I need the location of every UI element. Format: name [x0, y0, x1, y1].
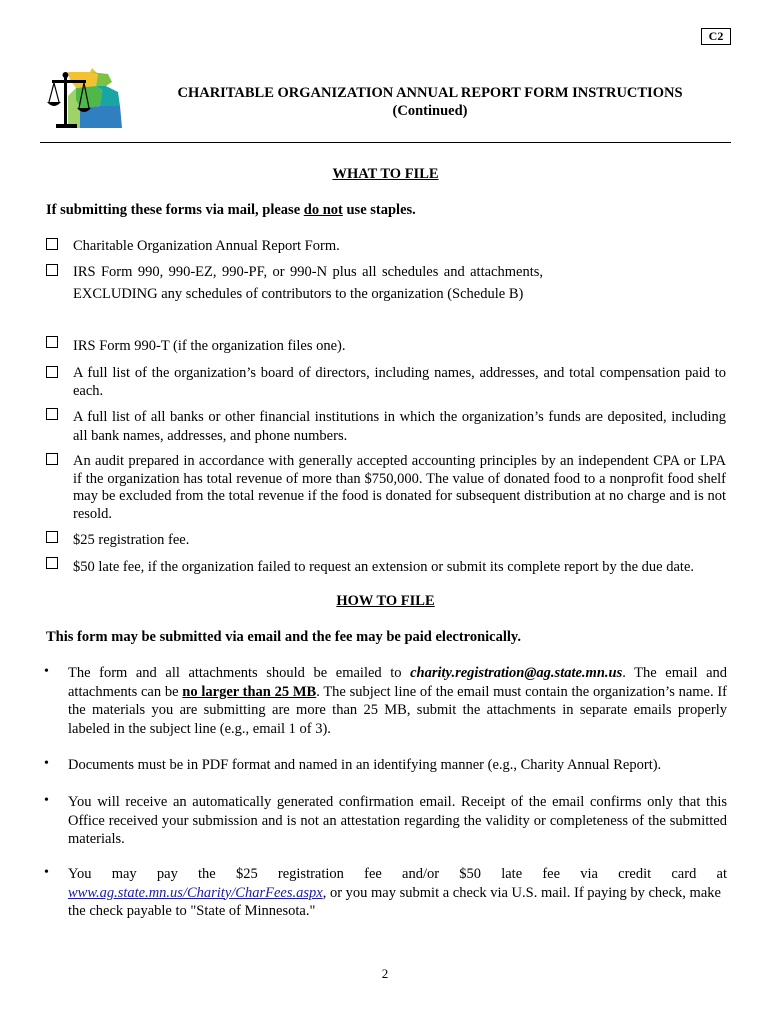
email-address[interactable]: charity.registration@ag.state.mn.us: [410, 665, 623, 681]
lead-pre: If submitting these forms via mail, please: [46, 202, 304, 218]
checkbox-annual-report-icon[interactable]: [46, 238, 58, 250]
bullet-dot-icon: •: [44, 756, 49, 771]
b1-mid: . The email and attachments can be: [68, 665, 727, 700]
minnesota-scales-logo-icon: [46, 66, 124, 130]
header-divider: [40, 142, 731, 143]
what-to-file-heading: WHAT TO FILE: [332, 166, 439, 182]
lead-emphasis: do not: [303, 202, 343, 218]
page-title: [140, 84, 720, 120]
bullet-dot-icon: •: [44, 865, 49, 880]
how-to-file-bullet-pdf: Documents must be in PDF format and named in an identifying manner (e.g., Charity Annual Report).: [68, 757, 662, 773]
b4-post: , or you may submit a check via U.S. mail. If paying by check, make the check payable to "State of Minnesota.": [68, 884, 721, 919]
subtitle-line: (Continued): [392, 103, 468, 119]
checklist-item: $50 late fee, if the organization failed to request an extension or submit its complete report by the due date.: [73, 559, 695, 575]
bullet-dot-icon: •: [44, 664, 49, 679]
bullet-dot-icon: •: [44, 793, 49, 808]
checkbox-registration-fee-icon[interactable]: [46, 531, 58, 543]
size-limit: no larger than 25 MB: [182, 683, 317, 700]
checkbox-irs-990-icon[interactable]: [46, 264, 58, 276]
checklist-item: An audit prepared in accordance with generally accepted accounting principles by an independent CPA or LPA if the organization has total revenue of more than $750,000. The value of donated food to a nonprofit food shelf may be excluded from the total revenue if the food is donated for subsequent distribution at no charge and is not resold.: [73, 453, 726, 522]
b1-post: . The subject line of the email must contain the organization’s name. If the materials you are submitting are more than 25 MB, submit the attachments in separate emails properly labeled in the subject line (e.g., email 1 of 3).: [68, 683, 727, 737]
what-to-file-lead: [46, 202, 736, 219]
checkbox-irs-990t-icon[interactable]: [46, 336, 58, 348]
how-to-file-bullet-email: [68, 664, 727, 738]
checklist-item: Charitable Organization Annual Report Form.: [73, 238, 340, 254]
page-badge: C2: [701, 28, 731, 45]
checklist-item: A full list of the organization’s board of directors, including names, addresses, and total compensation paid to each.: [73, 365, 726, 399]
lead-post: use staples.: [342, 202, 416, 218]
checkbox-board-list-icon[interactable]: [46, 366, 58, 378]
checklist-item: $25 registration fee.: [73, 532, 190, 548]
checkbox-bank-list-icon[interactable]: [46, 408, 58, 420]
fees-link[interactable]: www.ag.state.mn.us/Charity/CharFees.aspx: [68, 884, 323, 901]
how-to-file-bullet-confirmation: You will receive an automatically generated confirmation email. Receipt of the email confirms only that this Office received your submission and is not an attestation regarding the validity or completeness of the submitted materials.: [68, 794, 727, 847]
page-number: 2: [381, 966, 389, 981]
checklist-item: IRS Form 990, 990-EZ, 990-PF, or 990-N plus all schedules and attachments, EXCLUDING any schedules of contributors to the organization (Schedule B): [73, 264, 543, 302]
checkbox-late-fee-icon[interactable]: [46, 557, 58, 569]
checklist-item: A full list of all banks or other financial institutions in which the organization’s funds are deposited, including all bank names, addresses, and phone numbers.: [73, 409, 726, 444]
how-to-file-bullet-payment: [68, 865, 727, 921]
how-to-file-lead: This form may be submitted via email and the fee may be paid electronically.: [46, 629, 521, 645]
checkbox-audit-icon[interactable]: [46, 453, 58, 465]
title-line: CHARITABLE ORGANIZATION ANNUAL REPORT FORM INSTRUCTIONS: [177, 85, 683, 101]
b4-first-line: You may pay the $25 registration fee and/or $50 late fee via credit card at: [68, 866, 727, 882]
how-to-file-heading: HOW TO FILE: [336, 593, 435, 609]
checklist-item: IRS Form 990-T (if the organization files one).: [73, 338, 346, 354]
b1-pre: The form and all attachments should be emailed to: [68, 665, 411, 681]
b4-rest: [68, 884, 727, 921]
